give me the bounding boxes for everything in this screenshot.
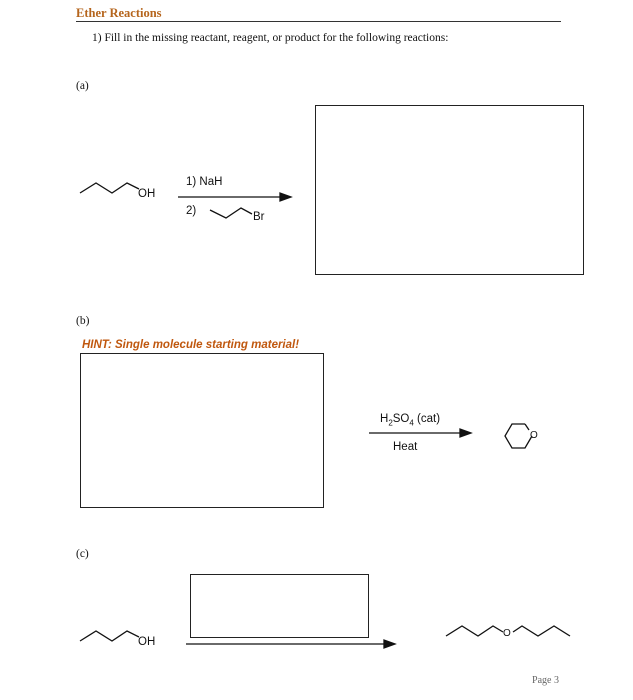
question-instruction: 1) Fill in the missing reactant, reagent, or product for the following reactions: bbox=[92, 32, 449, 44]
part-b-reagent-h2so4: $H_2SO_4$ (cat) bbox=[380, 413, 441, 428]
part-b-hint: HINT: Single molecule starting material! bbox=[82, 339, 300, 351]
part-b-oxygen-label: O bbox=[530, 430, 538, 441]
part-b-label: (b) bbox=[76, 315, 90, 327]
part-a-reagent-2-prefix: 2) bbox=[186, 205, 197, 217]
part-c-oxygen-label: O bbox=[503, 628, 511, 639]
section-title: Ether Reactions bbox=[76, 6, 162, 20]
part-c-label: (c) bbox=[76, 548, 89, 560]
part-a-reagent-1: 1) NaH bbox=[186, 176, 223, 188]
part-a-oh-label: OH bbox=[138, 188, 156, 200]
part-a-label: (a) bbox=[76, 80, 89, 92]
page-number: Page 3 bbox=[532, 675, 559, 686]
part-a-br-label: Br bbox=[253, 211, 265, 223]
part-c-oh-label: OH bbox=[138, 636, 156, 648]
part-b-condition-heat: Heat bbox=[393, 441, 418, 453]
